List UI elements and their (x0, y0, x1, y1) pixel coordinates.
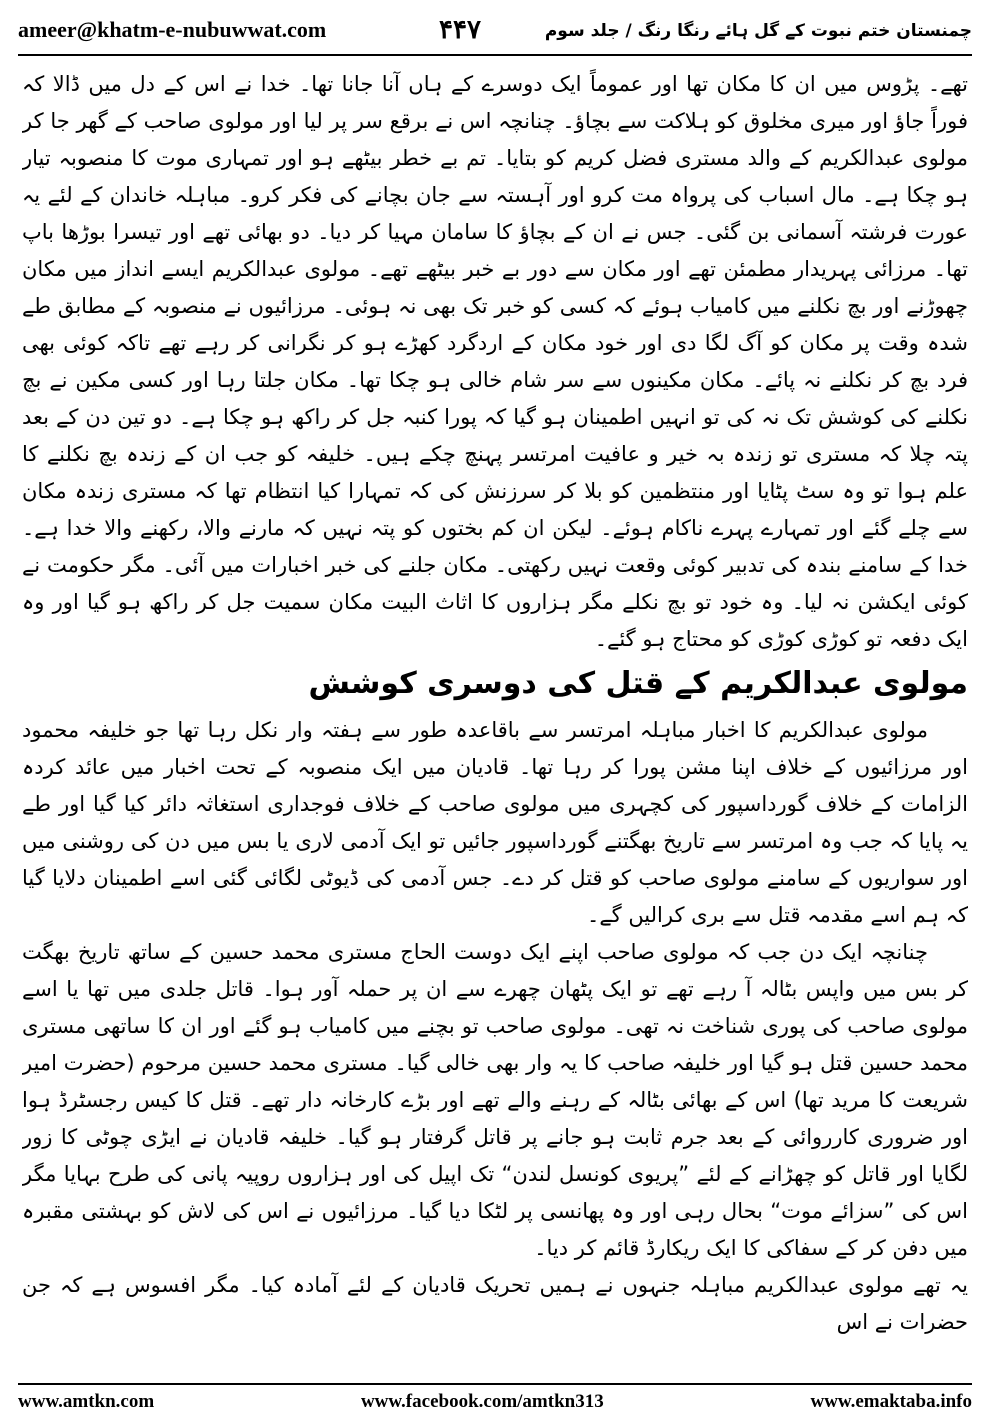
book-title: چمنستان ختم نبوت کے گل ہائے رنگا رنگ / جلد سوم (544, 20, 972, 41)
paragraph: چنانچہ ایک دن جب کہ مولوی صاحب اپنے ایک دوست الحاج مستری محمد حسین کے ساتھ تاریخ بھگت کر بس میں واپس بٹالہ آ رہے تھے تو ایک پٹھان چھرے سے ان پر حملہ آور ہوا۔ قاتل جلدی میں تھا یا اسے مولوی صاحب کی پوری شناخت نہ تھی۔ مولوی صاحب تو بچنے میں کامیاب ہو گئے اور ان کا ساتھی مستری محمد حسین قتل ہو گیا اور خلیفہ صاحب کا یہ وار بھی خالی گیا۔ مستری محمد حسین مرحوم (حضرت امیر شریعت کا مرید تھا) اس کے بھائی بٹالہ کے رہنے والے تھے اور بڑے کارخانہ دار تھے۔ قتل کا کیس رجسٹرڈ ہوا اور ضروری کارروائی کے بعد جرم ثابت ہو جانے پر قاتل گرفتار ہو گیا۔ خلیفہ قادیان نے ایڑی چوٹی کا زور لگایا اور قاتل کو چھڑانے کے لئے ”پریوی کونسل لندن“ تک اپیل کی اور ہزاروں روپیہ پانی کی طرح بہایا مگر اس کی ”سزائے موت“ بحال رہی اور وہ پھانسی پر لٹکا دیا گیا۔ مرزائیوں نے اس کی لاش کو بہشتی مقبرہ میں دفن کر کے سفاکی کا ایک ریکارڈ قائم کر دیا۔ (22, 940, 968, 1260)
paragraph: یہ تھے مولوی عبدالکریم مباہلہ جنہوں نے ہمیں تحریک قادیان کے لئے آمادہ کیا۔ مگر افسوس ہے کہ جن حضرات نے اس (22, 1273, 968, 1334)
paragraph: تھے۔ پڑوس میں ان کا مکان تھا اور عموماً ایک دوسرے کے ہاں آنا جانا تھا۔ خدا نے اس کے دل میں ڈالا کہ فوراً جاؤ اور میری مخلوق کو ہلاکت سے بچاؤ۔ چنانچہ اس نے برقع سر پر لیا اور مولوی صاحب کے گھر جا کر مولوی عبدالکریم کے والد مستری فضل کریم کو بتایا۔ تم بے خطر بیٹھے ہو اور تمہاری موت کا منصوبہ تیار ہو چکا ہے۔ مال اسباب کی پرواہ مت کرو اور آہستہ سے جان بچانے کی فکر کرو۔ مباہلہ خاندان کے لئے یہ عورت فرشتہ آسمانی بن گئی۔ جس نے ان کے بچاؤ کا سامان مہیا کر دیا۔ دو بھائی تھے اور تیسرا بوڑھا باپ تھا۔ مرزائی پہریدار مطمئن تھے اور مکان سے دور بے خبر بیٹھے تھے۔ مولوی عبدالکریم ایسے انداز میں مکان چھوڑنے اور بچ نکلنے میں کامیاب ہوئے کہ کسی کو خبر تک بھی نہ ہوئی۔ مرزائیوں نے منصوبہ کے مطابق طے شدہ وقت پر مکان کو آگ لگا دی اور خود مکان کے اردگرد کھڑے ہو کر نگرانی کر رہے تھے تاکہ کوئی بھی فرد بچ کر نکلنے نہ پائے۔ مکان مکینوں سے سر شام خالی ہو چکا تھا۔ مکان جلتا رہا اور کسی مکین نے بچ نکلنے کی کوشش تک نہ کی تو انہیں اطمینان ہو گیا کہ پورا کنبہ جل کر راکھ ہو چکا ہے۔ دو تین دن کے بعد پتہ چلا کہ مستری تو زندہ بہ خیر و عافیت امرتسر پہنچ چکے ہیں۔ خلیفہ کو جب ان کے زندہ بچ نکلنے کا علم ہوا تو وہ سٹ پٹایا اور منتظمین کو بلا کر سرزنش کی کہ تمہارا کیا انتظام تھا کہ مستری زندہ مکان سے چلے گئے اور تمہارے پہرے ناکام ہوئے۔ لیکن ان کم بختوں کو پتہ نہیں کہ مارنے والا، رکھنے والا خدا ہے۔ خدا کے سامنے بندہ کی تدبیر کوئی وقعت نہیں رکھتی۔ مکان جلنے کی خبر اخبارات میں آئی۔ مگر حکومت نے کوئی ایکشن نہ لیا۔ وہ خود تو بچ نکلے مگر ہزاروں کا اثاث البیت مکان سمیت جل کر راکھ ہو گیا اور وہ ایک دفعہ تو کوڑی کوڑی کو محتاج ہو گئے۔ (22, 72, 968, 651)
section-heading: مولوی عبدالکریم کے قتل کی دوسری کوشش (308, 666, 968, 701)
page-body (22, 66, 968, 1376)
page-header (18, 10, 972, 50)
footer-link-emaktaba[interactable]: www.emaktaba.info (810, 1391, 972, 1412)
header-email[interactable]: ameer@khatm-e-nubuwwat.com (18, 17, 327, 42)
header-divider (18, 54, 972, 56)
page-footer (18, 1388, 972, 1416)
footer-divider (18, 1383, 972, 1385)
footer-link-facebook[interactable]: www.facebook.com/amtkn313 (360, 1391, 604, 1412)
paragraph: مولوی عبدالکریم کا اخبار مباہلہ امرتسر سے باقاعدہ طور سے ہفتہ وار نکل رہا تھا جو خلیفہ محمود اور مرزائیوں کے خلاف اپنا مشن پورا کر رہا تھا۔ قادیان میں ایک منصوبہ کے تحت اخبار میں عائد کردہ الزامات کے خلاف گورداسپور کی کچہری میں مولوی صاحب کے خلاف فوجداری استغاثہ دائر کیا گیا اور طے یہ پایا کہ جب وہ امرتسر سے تاریخ بھگتنے گورداسپور جائیں تو ایک آدمی لاری یا بس میں دن کی روشنی میں اور سواریوں کے سامنے مولوی صاحب کو قتل کر دے۔ جس آدمی کی ڈیوٹی لگائی گئی اسے اطمینان دلایا گیا کہ ہم اسے مقدمہ قتل سے بری کرالیں گے۔ (22, 718, 968, 927)
footer-link-amtkn[interactable]: www.amtkn.com (18, 1391, 155, 1412)
page-number: ۴۴۷ (439, 15, 481, 45)
